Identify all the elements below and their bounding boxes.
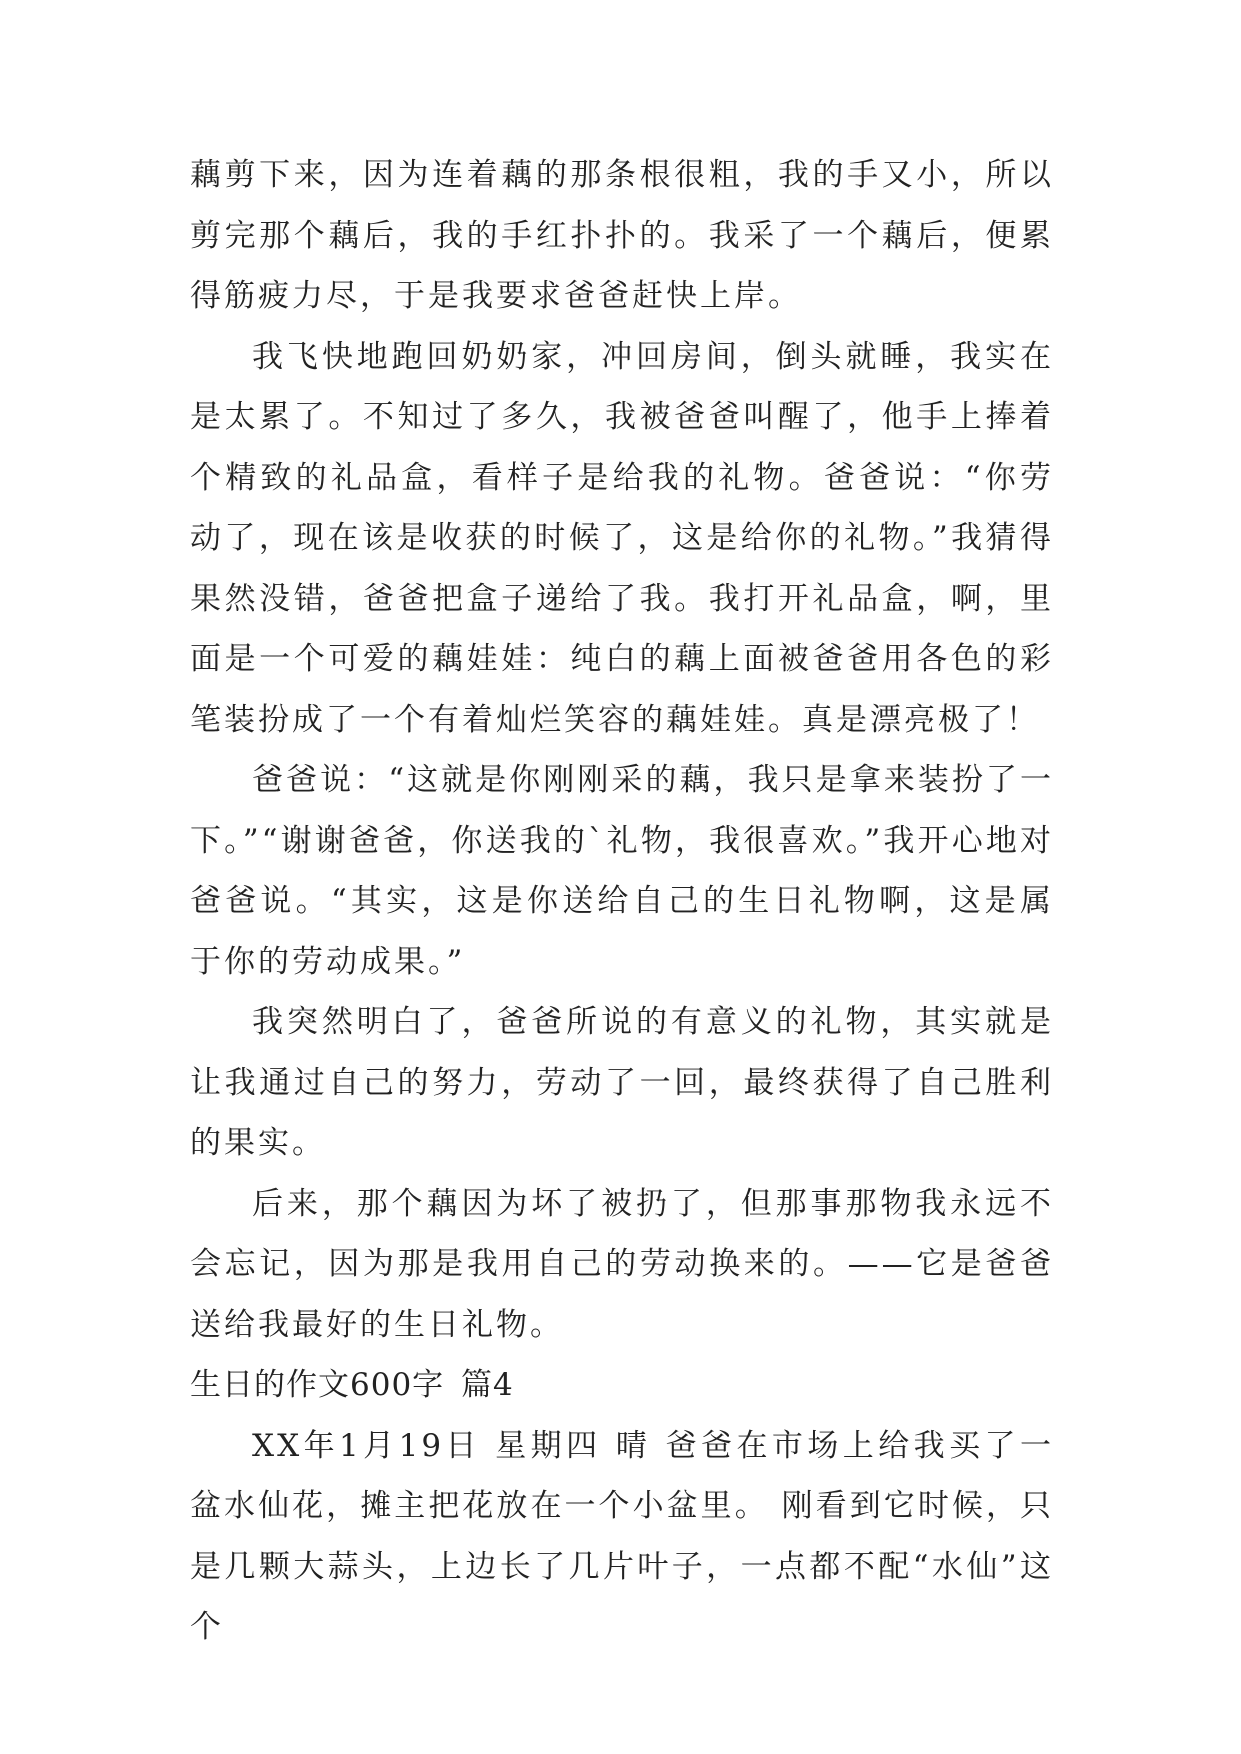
document-page [190, 145, 1054, 1658]
paragraph-4: 我突然明白了，爸爸所说的有意义的礼物，其实就是让我通过自己的努力，劳动了一回，最终获得了自己胜利的果实。 [190, 1004, 1054, 1161]
section-heading: 生日的作文600字 篇4 [190, 1367, 514, 1403]
paragraph-2: 我飞快地跑回奶奶家，冲回房间，倒头就睡，我实在是太累了。不知过了多久，我被爸爸叫醒了，他手上捧着个精致的礼品盒，看样子是给我的礼物。爸爸说：“你劳动了，现在该是收获的时候了，这是给你的礼物。”我猜得果然没错，爸爸把盒子递给了我。我打开礼品盒，啊，里面是一个可爱的藕娃娃：纯白的藕上面被爸爸用各色的彩笔装扮成了一个有着灿烂笑容的藕娃娃。真是漂亮极了！ [190, 338, 1054, 738]
paragraph-6: XX年1月19日 星期四 晴 爸爸在市场上给我买了一盆水仙花，摊主把花放在一个小盆里。 刚看到它时候，只是几颗大蒜头，上边长了几片叶子，一点都不配“水仙”这个 [190, 1427, 1054, 1645]
paragraph-3: 爸爸说：“这就是你刚刚采的藕，我只是拿来装扮了一下。”“谢谢爸爸，你送我的`礼物，我很喜欢。”我开心地对爸爸说。“其实，这是你送给自己的生日礼物啊，这是属于你的劳动成果。” [190, 762, 1054, 980]
paragraph-5: 后来，那个藕因为坏了被扔了，但那事那物我永远不会忘记，因为那是我用自己的劳动换来的。——它是爸爸送给我最好的生日礼物。 [190, 1185, 1054, 1343]
paragraph-1: 藕剪下来，因为连着藕的那条根很粗，我的手又小，所以剪完那个藕后，我的手红扑扑的。我采了一个藕后，便累得筋疲力尽，于是我要求爸爸赶快上岸。 [190, 157, 1054, 314]
